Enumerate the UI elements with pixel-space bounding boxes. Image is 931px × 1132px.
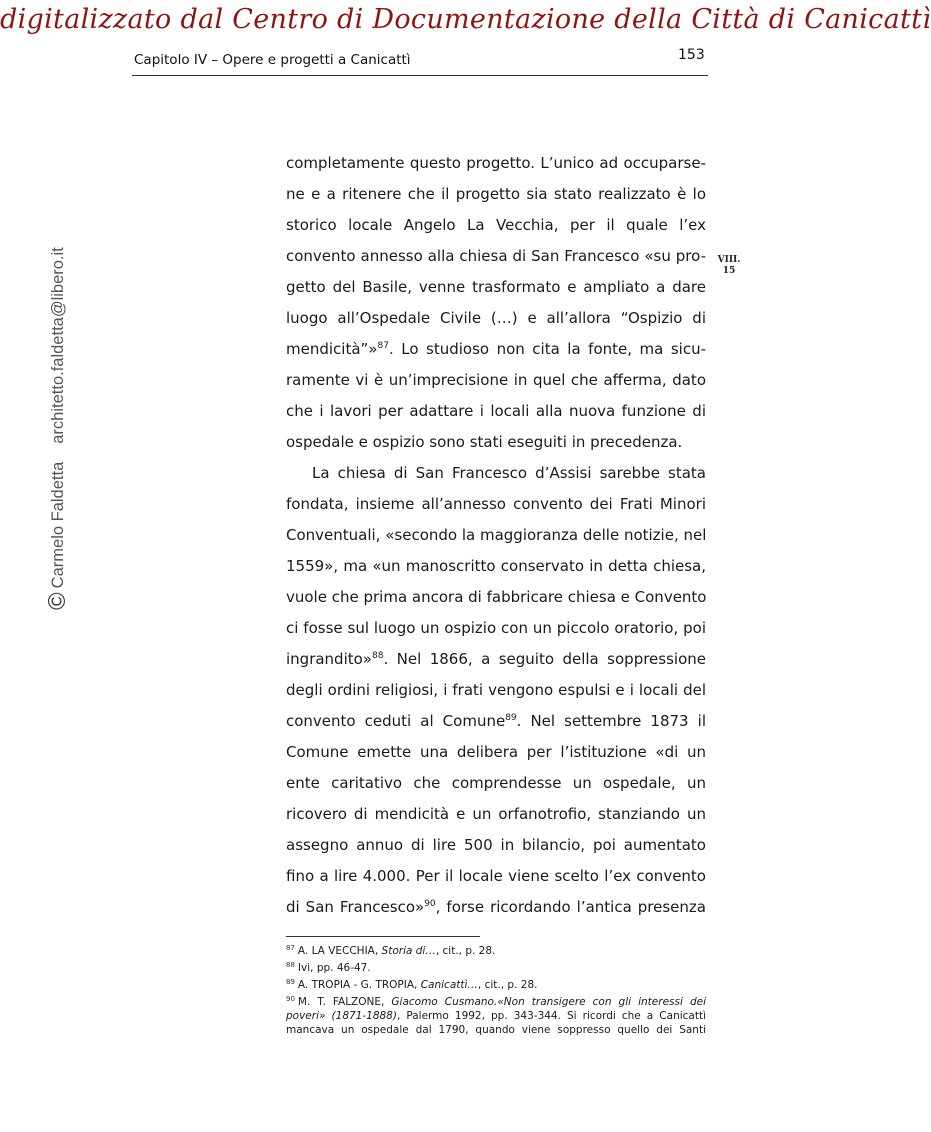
body-line: ente caritativo che comprendesse un ospedale, un <box>286 774 706 792</box>
body-line: convento annesso alla chiesa di San Francesco «su pro- <box>286 247 706 265</box>
body-line: degli ordini religiosi, i frati vengono espulsi e i locali del <box>286 681 706 699</box>
margin-note-line1: VIII. <box>717 255 741 265</box>
body-line: getto del Basile, venne trasformato e ampliato a dare <box>286 278 706 296</box>
footnote-90: $^{90}$ M. T. FALZONE, Giacomo Cusmano.«Non transigere con gli interessi dei <box>286 994 706 1008</box>
body-line: mendicità”»$^{87}$. Lo studioso non cita la fonte, ma sicu- <box>286 340 706 358</box>
copyright-icon: © <box>44 592 71 610</box>
digitization-banner: digitalizzato dal Centro di Documentazione della Città di Canicattì <box>0 4 931 35</box>
side-credit <box>46 247 70 610</box>
body-line: fino a lire 4.000. Per il locale viene scelto l’ex convento <box>286 867 706 885</box>
footnote-rule <box>286 936 480 937</box>
footnote-89: $^{89}$ A. TROPIA - G. TROPIA, Canicattì…, cit., p. 28. <box>286 977 538 991</box>
body-line: vuole che prima ancora di fabbricare chiesa e Convento <box>286 588 707 606</box>
footnote-ref[interactable]: 88 <box>372 651 384 661</box>
author-name: Carmelo Faldetta <box>48 461 67 589</box>
footnote-ref[interactable]: 87 <box>377 341 389 351</box>
body-line: assegno annuo di lire 500 in bilancio, poi aumentato <box>286 836 706 854</box>
body-line: ricovero di mendicità e un orfanotrofio, stanziando un <box>286 805 706 823</box>
body-line: ne e a ritenere che il progetto sia stato realizzato è lo <box>286 185 706 203</box>
running-head: Capitolo IV – Opere e progetti a Canicattì <box>134 52 411 68</box>
margin-note <box>714 255 744 277</box>
page-number: 153 <box>678 47 705 63</box>
footnote-ref[interactable]: 90 <box>424 899 436 909</box>
body-line: ospedale e ospizio sono stati eseguiti in precedenza. <box>286 433 683 451</box>
footnote-87: $^{87}$ A. LA VECCHIA, Storia di…, cit., p. 28. <box>286 943 496 957</box>
body-line: fondata, insieme all’annesso convento dei Frati Minori <box>286 495 706 513</box>
margin-note-line2: 15 <box>722 266 736 276</box>
body-line: completamente questo progetto. L’unico ad occuparse- <box>286 154 706 172</box>
body-line: ci fosse sul luogo un ospizio con un piccolo oratorio, poi <box>286 619 706 637</box>
body-line: luogo all’Ospedale Civile (…) e all’allora “Ospizio di <box>286 309 706 327</box>
footnote-90-line: mancava un ospedale dal 1790, quando viene soppresso quello dei Santi <box>286 1024 706 1036</box>
body-line: Conventuali, «secondo la maggioranza delle notizie, nel <box>286 526 707 544</box>
body-line: convento ceduti al Comune$^{89}$. Nel settembre 1873 il <box>286 712 706 730</box>
header-rule <box>132 75 708 76</box>
author-email: architetto.faldetta@libero.it <box>48 247 67 444</box>
body-line: ramente vi è un’imprecisione in quel che afferma, dato <box>286 371 706 389</box>
footnote-90-line: poveri» (1871-1888), Palermo 1992, pp. 343-344. Si ricordi che a Canicattì <box>286 1010 706 1022</box>
footnote-ref[interactable]: 89 <box>505 713 517 723</box>
body-line: che i lavori per adattare i locali alla nuova funzione di <box>286 402 706 420</box>
body-line: 1559», ma «un manoscritto conservato in detta chiesa, <box>286 557 706 575</box>
body-line: Comune emette una delibera per l’istituzione «di un <box>286 743 706 761</box>
body-line: storico locale Angelo La Vecchia, per il quale l’ex <box>286 216 706 234</box>
body-line: La chiesa di San Francesco d’Assisi sarebbe stata <box>312 464 706 482</box>
footnote-88: $^{88}$ Ivi, pp. 46-47. <box>286 960 371 974</box>
body-line: di San Francesco»$^{90}$, forse ricordando l’antica presenza <box>286 898 706 916</box>
body-line: ingrandito»$^{88}$. Nel 1866, a seguito della soppressione <box>286 650 706 668</box>
